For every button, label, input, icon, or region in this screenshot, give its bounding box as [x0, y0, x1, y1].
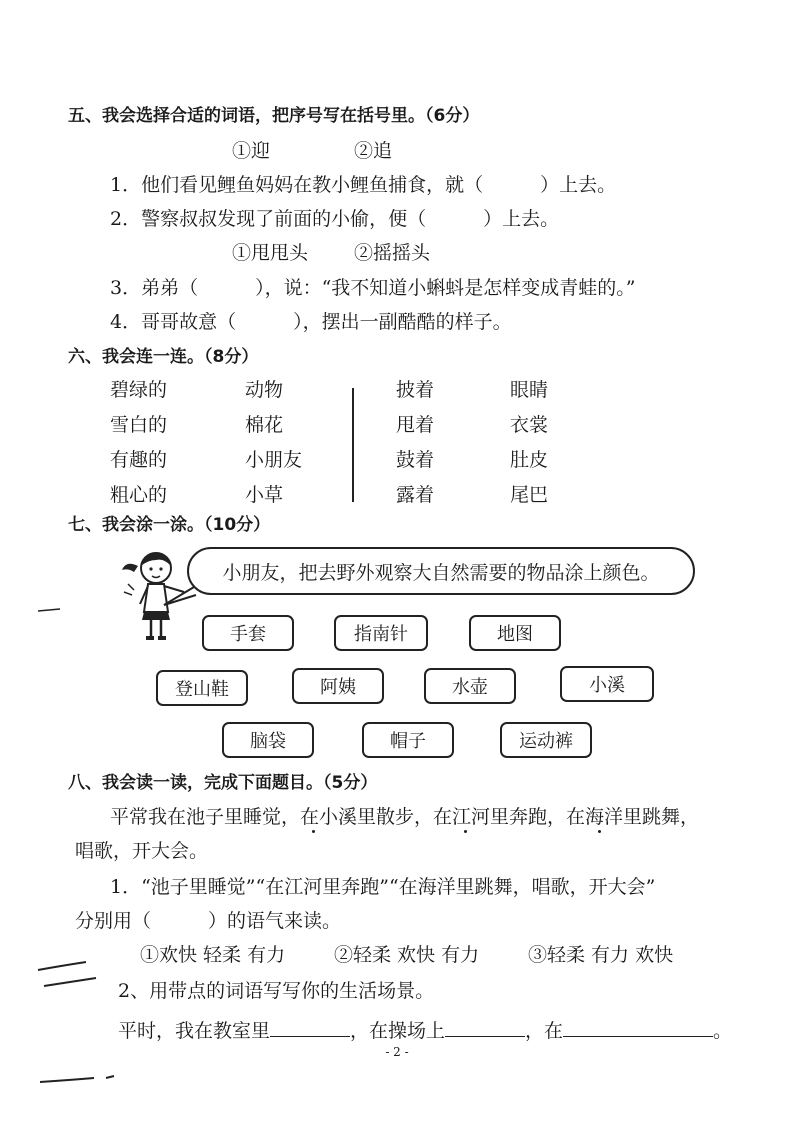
item-label: 登山鞋 — [175, 679, 229, 700]
section8-title: 八、我会读一读，完成下面题目。（5分） — [68, 773, 378, 793]
match-right-verb: 鼓着 — [396, 449, 435, 471]
match-left-noun: 小朋友 — [245, 449, 303, 471]
section6-title: 六、我会连一连。（8分） — [68, 347, 259, 367]
section5-title: 五、我会选择合适的词语，把序号写在括号里。（6分） — [68, 106, 480, 126]
match-left-word: 雪白的 — [110, 414, 168, 436]
section5-question-2: 2．警察叔叔发现了前面的小偷，便（ ）上去。 — [110, 208, 560, 230]
match-right-noun: 肚皮 — [510, 449, 549, 471]
fill-text: 。 — [713, 1020, 733, 1042]
passage-line-2: 唱歌，开大会。 — [75, 840, 209, 862]
item-label: 手套 — [230, 624, 266, 645]
match-right-verb: 甩着 — [396, 414, 435, 436]
item-label: 小溪 — [589, 675, 625, 696]
fill-text: ，在 — [525, 1020, 564, 1042]
match-right-noun: 尾巴 — [510, 484, 549, 506]
fill-text: ，在操场上 — [350, 1020, 446, 1042]
item-label: 阿姨 — [320, 677, 356, 698]
option-ying: ①迎 — [232, 140, 271, 162]
match-right-noun: 衣裳 — [510, 414, 549, 436]
match-left-word: 粗心的 — [110, 484, 168, 506]
tone-option-3: ③轻柔 有力 欢快 — [528, 944, 674, 966]
section8-question-1-cont: 分别用（ ）的语气来读。 — [75, 910, 342, 932]
item-label: 地图 — [497, 624, 533, 645]
match-right-verb: 露着 — [396, 484, 435, 506]
item-label: 水壶 — [452, 677, 488, 698]
match-left-noun: 棉花 — [245, 414, 284, 436]
tone-option-2: ②轻柔 欢快 有力 — [334, 944, 480, 966]
option-shuaishuaitou: ①甩甩头 — [232, 242, 309, 264]
section8-question-1: 1．“池子里睡觉”“在江河里奔跑”“在海洋里跳舞，唱歌，开大会” — [110, 876, 656, 898]
section8-question-2: 2、用带点的词语写写你的生活场景。 — [118, 980, 435, 1002]
section5-question-1: 1．他们看见鲤鱼妈妈在教小鲤鱼捕食，就（ ）上去。 — [110, 174, 617, 196]
match-right-verb: 披着 — [396, 379, 435, 401]
match-left-noun: 动物 — [245, 379, 284, 401]
item-label: 帽子 — [390, 731, 426, 752]
section5-question-3: 3．弟弟（ ），说：“我不知道小蝌蚪是怎样变成青蛙的。” — [110, 277, 636, 299]
option-zhui: ②追 — [354, 140, 393, 162]
section7-title: 七、我会涂一涂。（10分） — [68, 515, 271, 535]
item-label: 指南针 — [354, 624, 408, 645]
match-left-word: 碧绿的 — [110, 379, 168, 401]
option-yaoyaotou: ②摇摇头 — [354, 242, 431, 264]
fill-text: 平时，我在教室里 — [118, 1020, 271, 1042]
passage-line-1: 平常我在池子里睡觉，在小溪里散步，在江河里奔跑，在海洋里跳舞， — [110, 806, 700, 828]
item-label: 脑袋 — [250, 731, 286, 752]
item-label: 运动裤 — [519, 731, 573, 752]
section5-question-4: 4．哥哥故意（ ），摆出一副酷酷的样子。 — [110, 311, 512, 333]
page-number: - 2 - — [385, 1045, 409, 1059]
match-left-word: 有趣的 — [110, 449, 168, 471]
match-right-noun: 眼睛 — [510, 379, 549, 401]
tone-option-1: ①欢快 轻柔 有力 — [140, 944, 286, 966]
match-left-noun: 小草 — [245, 484, 284, 506]
speech-text: 小朋友，把去野外观察大自然需要的物品涂上颜色。 — [222, 561, 660, 584]
